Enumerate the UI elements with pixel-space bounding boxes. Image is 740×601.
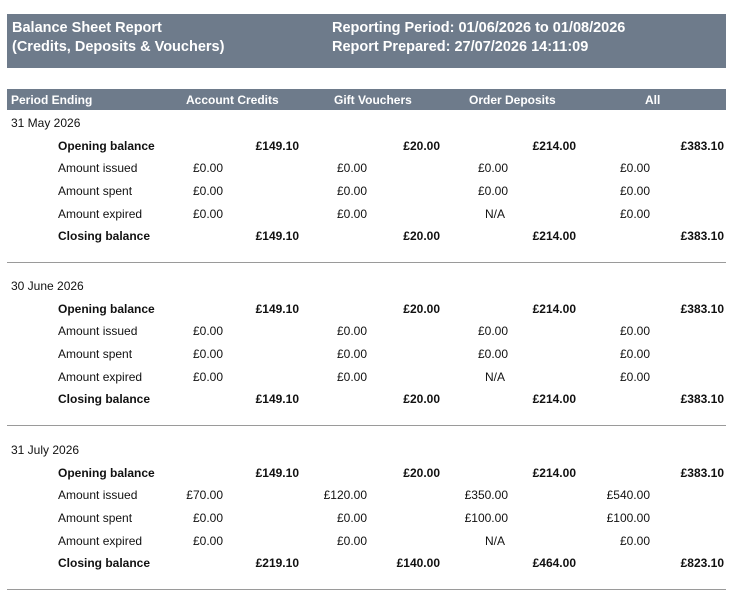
cell-credits: £219.10 bbox=[255, 556, 299, 570]
cell-all: £383.10 bbox=[680, 302, 724, 316]
report-prepared: Report Prepared: 27/07/2026 14:11:09 bbox=[332, 39, 589, 55]
amount-row bbox=[0, 488, 740, 506]
cell-credits: £0.00 bbox=[192, 534, 223, 548]
cell-vouchers: £0.00 bbox=[337, 207, 368, 221]
row-label: Amount spent bbox=[58, 511, 133, 525]
row-label: Amount issued bbox=[58, 324, 138, 338]
section-divider bbox=[7, 589, 726, 590]
row-label: Amount spent bbox=[58, 347, 133, 361]
cell-all: £0.00 bbox=[620, 161, 651, 175]
closing-balance-row bbox=[0, 556, 740, 574]
row-label: Amount expired bbox=[58, 207, 143, 221]
row-label: Amount issued bbox=[58, 488, 138, 502]
column-header-credits: Account Credits bbox=[186, 93, 279, 107]
cell-deposits: £0.00 bbox=[478, 324, 509, 338]
cell-all: £383.10 bbox=[680, 229, 724, 243]
cell-credits: £70.00 bbox=[186, 488, 223, 502]
cell-all: £383.10 bbox=[680, 139, 724, 153]
row-label: Closing balance bbox=[58, 229, 151, 243]
cell-deposits: N/A bbox=[485, 370, 506, 384]
period-section bbox=[0, 443, 740, 593]
amount-row bbox=[0, 511, 740, 529]
cell-vouchers: £0.00 bbox=[337, 370, 368, 384]
report-header bbox=[7, 14, 726, 68]
row-label: Amount expired bbox=[58, 370, 143, 384]
cell-deposits: £214.00 bbox=[532, 302, 576, 316]
cell-all: £0.00 bbox=[620, 207, 651, 221]
row-label: Closing balance bbox=[58, 556, 151, 570]
row-label: Opening balance bbox=[58, 302, 155, 316]
cell-vouchers: £20.00 bbox=[403, 302, 440, 316]
period-date: 30 June 2026 bbox=[11, 279, 84, 293]
row-label: Amount spent bbox=[58, 184, 133, 198]
column-header-deposits: Order Deposits bbox=[469, 93, 556, 107]
cell-credits: £149.10 bbox=[255, 466, 299, 480]
section-divider bbox=[7, 262, 726, 263]
amount-row bbox=[0, 161, 740, 179]
cell-vouchers: £140.00 bbox=[396, 556, 440, 570]
row-label: Amount expired bbox=[58, 534, 143, 548]
cell-credits: £149.10 bbox=[255, 302, 299, 316]
report-subtitle: (Credits, Deposits & Vouchers) bbox=[12, 39, 225, 55]
cell-credits: £0.00 bbox=[193, 161, 224, 175]
cell-credits: £0.00 bbox=[193, 347, 224, 361]
row-label: Amount issued bbox=[58, 161, 138, 175]
cell-credits: £0.00 bbox=[193, 324, 224, 338]
row-label: Closing balance bbox=[58, 392, 151, 406]
opening-balance-row bbox=[0, 302, 740, 320]
amount-row bbox=[0, 207, 740, 225]
amount-row bbox=[0, 370, 740, 388]
cell-vouchers: £0.00 bbox=[337, 347, 368, 361]
cell-deposits: £214.00 bbox=[532, 392, 576, 406]
cell-deposits: £214.00 bbox=[532, 466, 576, 480]
amount-row bbox=[0, 184, 740, 202]
cell-all: £0.00 bbox=[620, 347, 651, 361]
cell-vouchers: £0.00 bbox=[337, 161, 368, 175]
column-header-bar bbox=[7, 89, 726, 110]
opening-balance-row bbox=[0, 139, 740, 157]
cell-deposits: £464.00 bbox=[532, 556, 576, 570]
opening-balance-row bbox=[0, 466, 740, 484]
cell-all: £0.00 bbox=[620, 370, 651, 384]
reporting-period: Reporting Period: 01/06/2026 to 01/08/2026 bbox=[332, 20, 626, 36]
cell-vouchers: £120.00 bbox=[323, 488, 367, 502]
cell-deposits: £0.00 bbox=[478, 184, 509, 198]
row-label: Opening balance bbox=[58, 139, 155, 153]
cell-deposits: £0.00 bbox=[478, 161, 509, 175]
cell-vouchers: £20.00 bbox=[403, 139, 440, 153]
cell-all: £0.00 bbox=[620, 184, 651, 198]
cell-deposits: £214.00 bbox=[532, 229, 576, 243]
cell-all: £100.00 bbox=[606, 511, 650, 525]
cell-vouchers: £0.00 bbox=[337, 324, 368, 338]
column-header-all: All bbox=[645, 93, 661, 107]
cell-vouchers: £20.00 bbox=[403, 229, 440, 243]
column-header-vouchers: Gift Vouchers bbox=[334, 93, 412, 107]
cell-all: £540.00 bbox=[606, 488, 650, 502]
cell-credits: £149.10 bbox=[255, 229, 299, 243]
cell-deposits: £0.00 bbox=[478, 347, 509, 361]
cell-deposits: £214.00 bbox=[532, 139, 576, 153]
amount-row bbox=[0, 534, 740, 552]
cell-deposits: N/A bbox=[485, 534, 506, 548]
period-date: 31 May 2026 bbox=[11, 116, 81, 130]
cell-all: £0.00 bbox=[619, 534, 650, 548]
row-label: Opening balance bbox=[58, 466, 155, 480]
cell-all: £823.10 bbox=[680, 556, 724, 570]
section-divider bbox=[7, 425, 726, 426]
cell-credits: £0.00 bbox=[193, 207, 224, 221]
period-section bbox=[0, 279, 740, 429]
closing-balance-row bbox=[0, 392, 740, 410]
cell-vouchers: £0.00 bbox=[336, 534, 367, 548]
cell-deposits: £350.00 bbox=[464, 488, 508, 502]
cell-vouchers: £0.00 bbox=[336, 511, 367, 525]
amount-row bbox=[0, 347, 740, 365]
report-title: Balance Sheet Report bbox=[12, 20, 162, 36]
cell-vouchers: £0.00 bbox=[337, 184, 368, 198]
cell-vouchers: £20.00 bbox=[403, 392, 440, 406]
cell-credits: £0.00 bbox=[192, 511, 223, 525]
column-header-period: Period Ending bbox=[11, 93, 93, 107]
cell-credits: £149.10 bbox=[255, 139, 299, 153]
cell-all: £0.00 bbox=[620, 324, 651, 338]
period-date: 31 July 2026 bbox=[11, 443, 80, 457]
cell-deposits: £100.00 bbox=[464, 511, 508, 525]
amount-row bbox=[0, 324, 740, 342]
cell-credits: £149.10 bbox=[255, 392, 299, 406]
cell-vouchers: £20.00 bbox=[403, 466, 440, 480]
cell-credits: £0.00 bbox=[193, 370, 224, 384]
cell-all: £383.10 bbox=[680, 466, 724, 480]
closing-balance-row bbox=[0, 229, 740, 247]
cell-credits: £0.00 bbox=[193, 184, 224, 198]
period-section bbox=[0, 116, 740, 266]
cell-deposits: N/A bbox=[485, 207, 506, 221]
cell-all: £383.10 bbox=[680, 392, 724, 406]
